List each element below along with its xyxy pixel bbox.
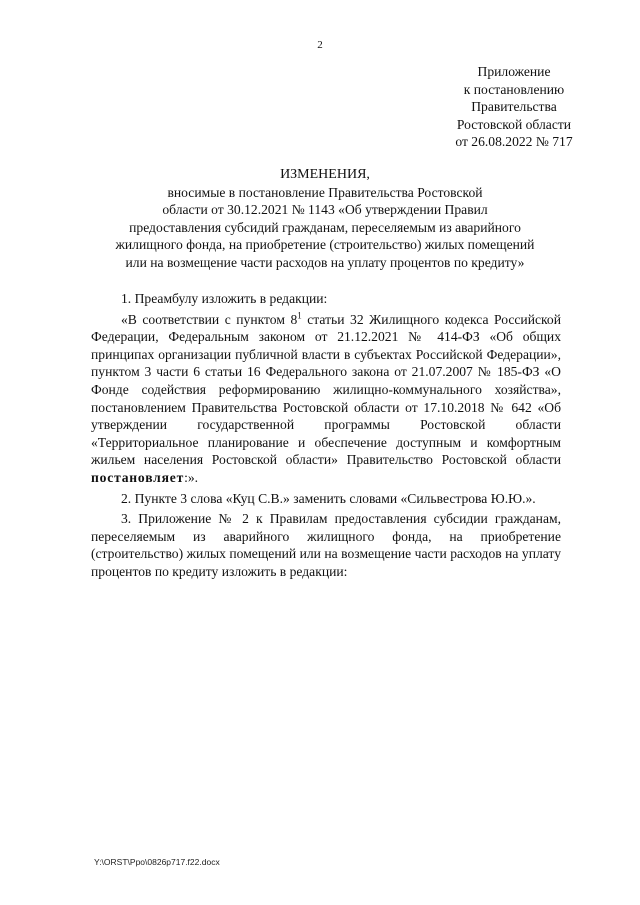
preamble-text-start: «В соответствии с пунктом 8 — [121, 311, 298, 327]
appendix-line: Правительства — [471, 99, 557, 115]
title-line: жилищного фонда, на приобретение (строительство) жилых помещений — [115, 237, 535, 253]
preamble-text-main: статьи 32 Жилищного кодекса Российской Федерации, Федеральным законом от 21.12.2021 № 414-ФЗ «Об общих принципах организации публичной власти в субъектах Российской Федерации», пунктом 3 части 6 статьи 16 Федерального закона от 21.07.2007 № 185-ФЗ «О Фонде содействия реформированию жилищно-коммунального хозяйства», постановлением Правительства Ростовской области от 17.10.2018 № 642 «Об утверждении государственной программы Ростовской области «Территориальное планирование и обеспечение доступным и комфортным жильем населения Ростовской области» Правительство Ростовской области — [91, 311, 562, 468]
document-title — [90, 166, 560, 272]
document-body — [91, 290, 561, 581]
paragraph-preamble — [91, 311, 561, 487]
paragraph-item-1: 1. Преамбулу изложить в редакции: — [121, 291, 328, 306]
appendix-header — [433, 63, 595, 151]
paragraph-item-2: 2. Пункте 3 слова «Куц С.В.» заменить словами «Сильвестрова Ю.Ю.». — [121, 490, 536, 506]
page-number: 2 — [317, 39, 323, 51]
appendix-line: от 26.08.2022 № 717 — [455, 134, 573, 150]
title-line: или на возмещение части расходов на уплату процентов по кредиту» — [125, 254, 525, 270]
appendix-line: Ростовской области — [456, 116, 572, 132]
appendix-line: Приложение — [477, 64, 551, 79]
appendix-line: к постановлению — [463, 81, 565, 97]
title-line: вносимые в постановление Правительства Ростовской — [167, 184, 483, 200]
preamble-superscript: 1 — [297, 310, 302, 321]
paragraph-item-3: 3. Приложение № 2 к Правилам предоставления субсидии гражданам, переселяемым из аварийного жилищного фонда, на приобретение (строительство) жилых помещений или на возмещение части расходов на уплату процентов по кредиту изложить в редакции: — [91, 511, 561, 579]
title-line: области от 30.12.2021 № 1143 «Об утверждении Правил — [162, 202, 488, 218]
preamble-bold-word: постановляет — [91, 469, 185, 485]
preamble-text-end: :». — [184, 469, 199, 485]
title-line: предоставления субсидий гражданам, переселяемым из аварийного — [129, 219, 521, 235]
file-path-footer: Y:\ORST\Ppo\0826p717.f22.docx — [94, 857, 220, 867]
title-heading: ИЗМЕНЕНИЯ, — [280, 167, 370, 182]
